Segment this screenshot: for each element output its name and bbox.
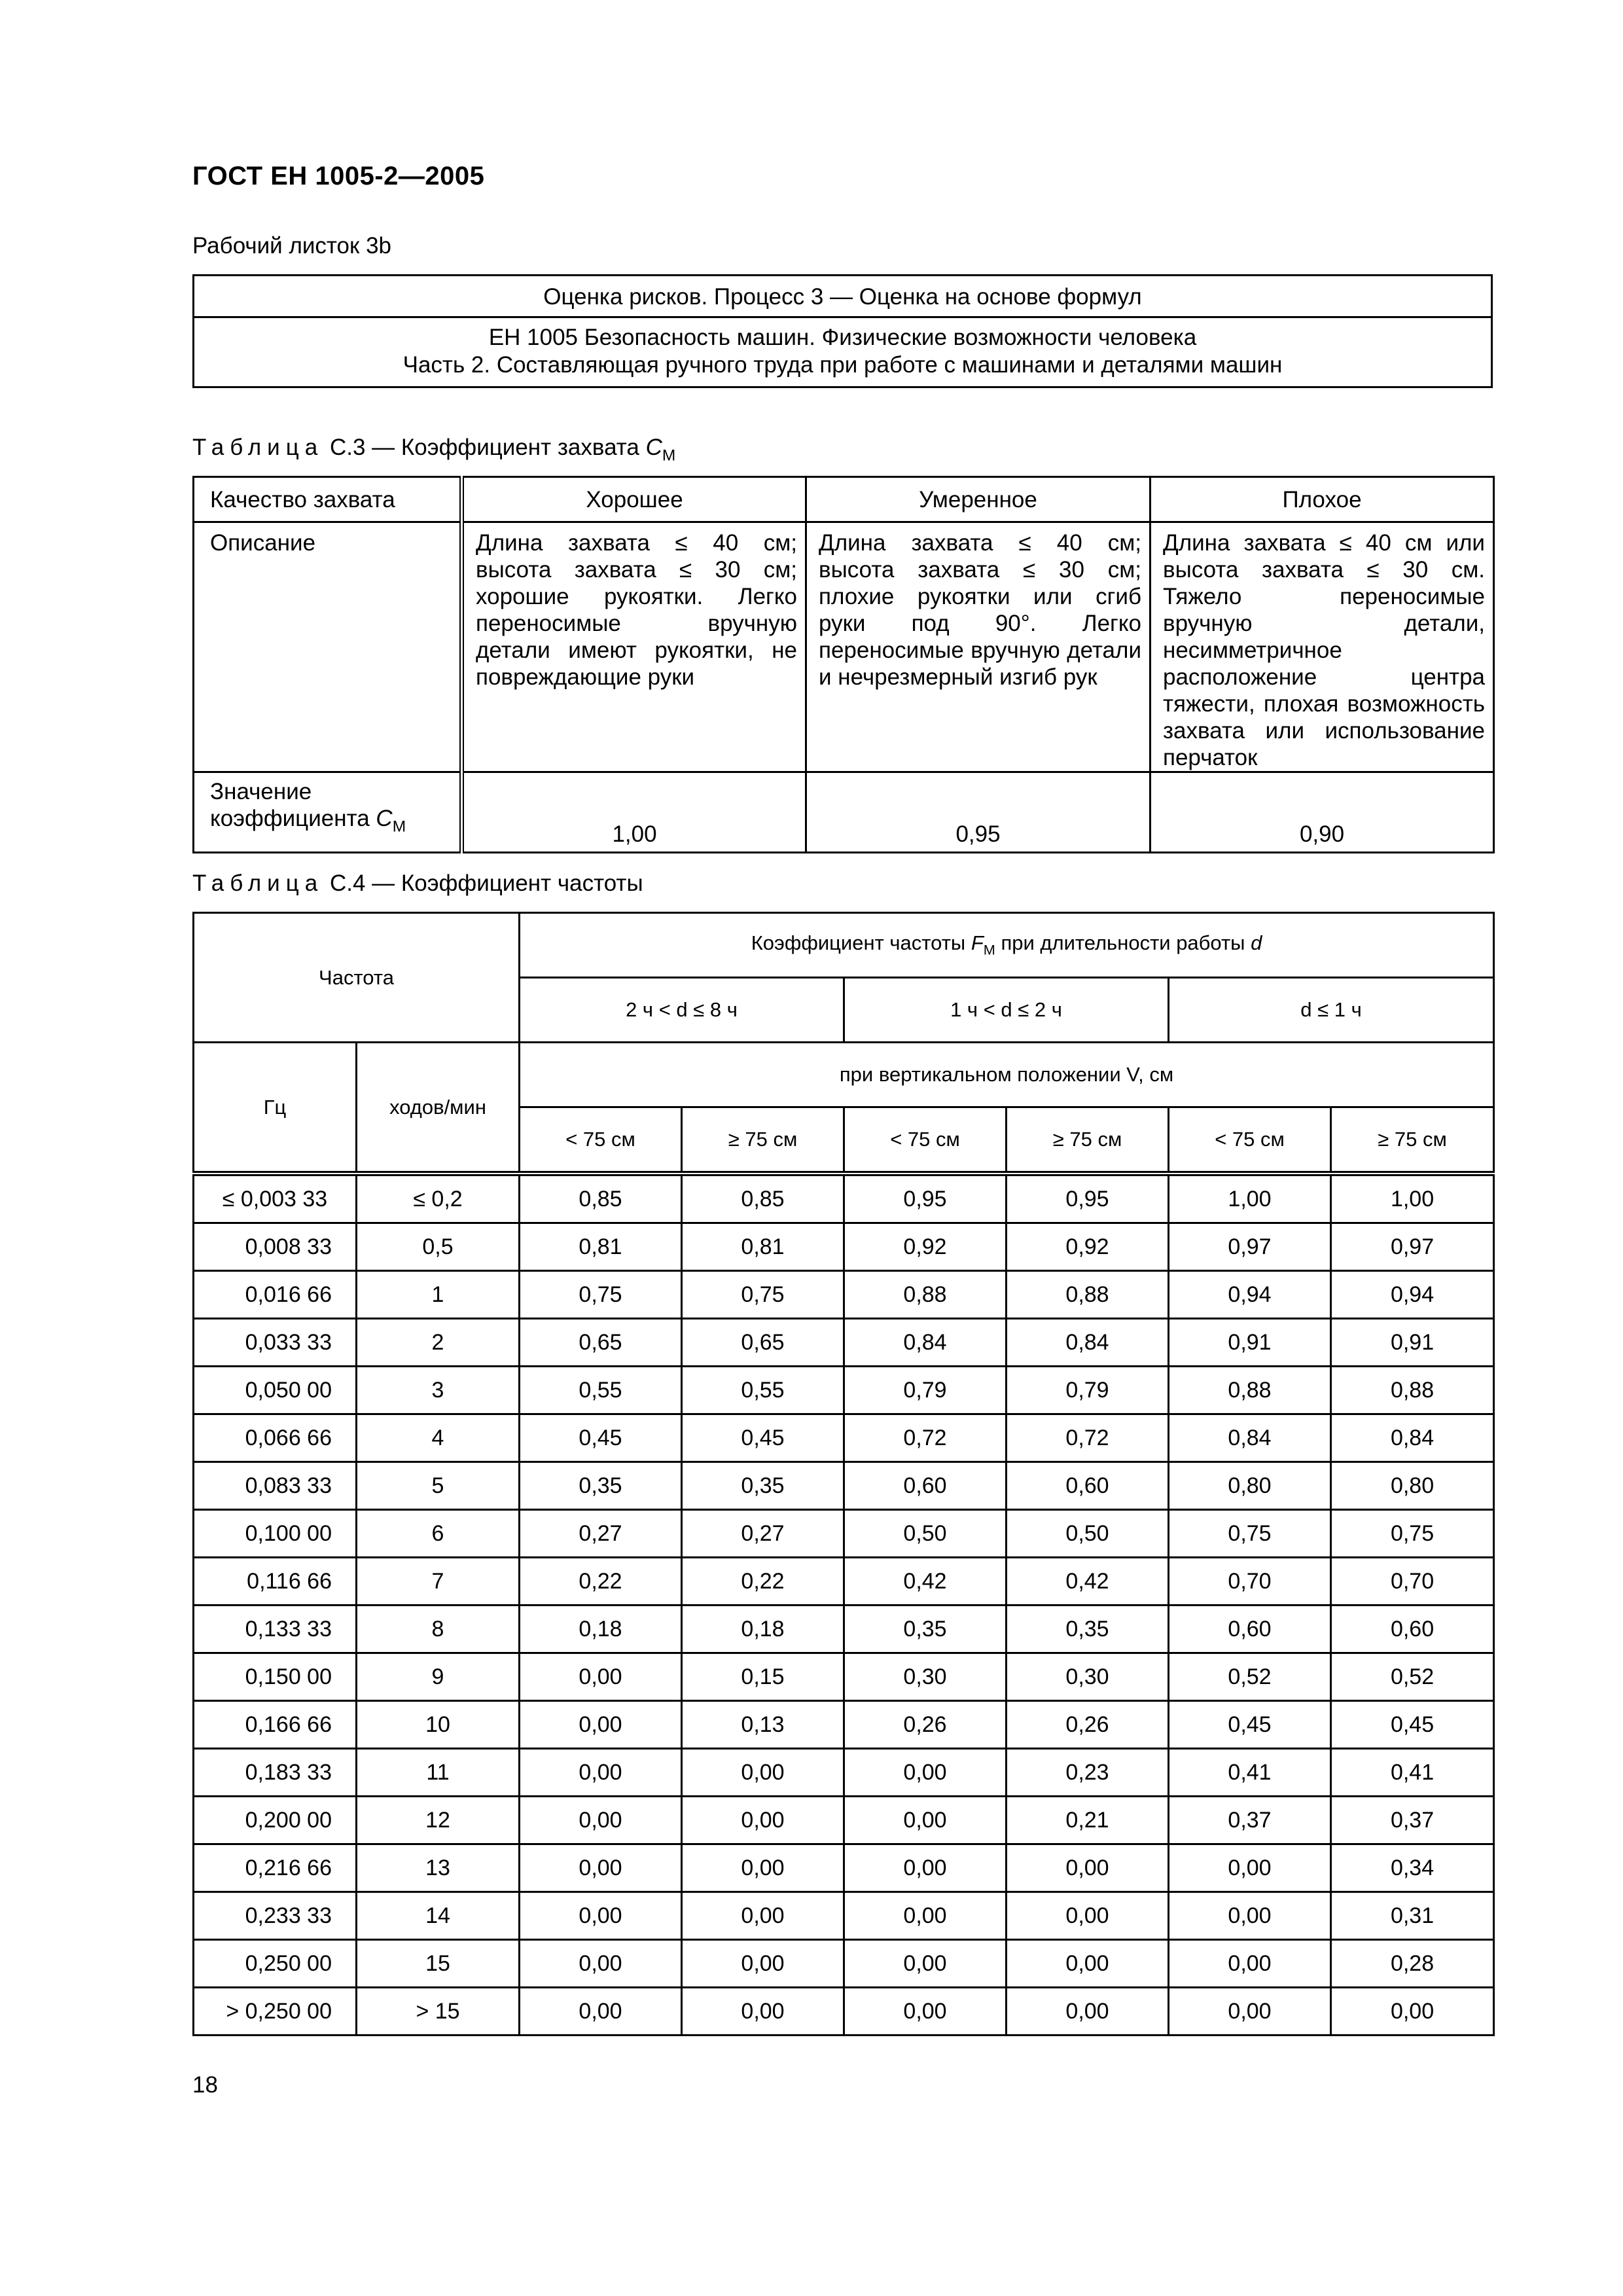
description-poor-text: Длина захвата ≤ 40 см или высота захвата ≤ 30 см. Тяжело переносимые вручную детали, несимметричное расположение центра тяжести, плохая возможность захвата или использование перчаток	[1163, 530, 1485, 770]
strokes-cell: 15	[357, 1940, 520, 1988]
hz-cell: 0,133 33	[194, 1605, 357, 1653]
coefficient-cell: 0,80	[1331, 1462, 1494, 1510]
duration-variable: d	[1251, 931, 1262, 955]
coefficient-cell: 0,88	[1169, 1367, 1331, 1414]
coefficient-cell: 0,95	[844, 1174, 1007, 1223]
position-header: < 75 см	[1169, 1107, 1331, 1174]
value-good: 1,00	[462, 772, 806, 853]
coefficient-cell: 0,45	[520, 1414, 682, 1462]
position-header: ≥ 75 см	[1007, 1107, 1169, 1174]
table-c3-description-row	[194, 522, 1494, 772]
coefficient-cell: 0,41	[1169, 1749, 1331, 1797]
coefficient-cell: 0,84	[844, 1319, 1007, 1367]
coefficient-cell: 0,00	[520, 1940, 682, 1988]
column-moderate: Умеренное	[806, 477, 1150, 522]
strokes-cell: 1	[357, 1271, 520, 1319]
table-c3-value-row	[194, 772, 1494, 853]
hz-cell: 0,183 33	[194, 1749, 357, 1797]
coefficient-cell: 0,13	[682, 1701, 844, 1749]
coefficient-cell: 0,81	[520, 1223, 682, 1271]
coefficient-cell: 0,55	[682, 1367, 844, 1414]
table-row	[194, 1174, 1494, 1223]
coefficient-cell: 0,00	[1169, 1988, 1331, 2036]
coefficient-cell: 0,45	[1169, 1701, 1331, 1749]
table-row	[194, 1653, 1494, 1701]
coefficient-cell: 0,27	[520, 1510, 682, 1558]
duration-2-8h: 2 ч < d ≤ 8 ч	[520, 978, 844, 1043]
coefficient-cell: 0,00	[1007, 1988, 1169, 2036]
standard-line-1: ЕН 1005 Безопасность машин. Физические возможности человека	[488, 325, 1197, 350]
coefficient-cell: 0,72	[1007, 1414, 1169, 1462]
table-row	[194, 1844, 1494, 1892]
position-header: < 75 см	[520, 1107, 682, 1174]
coefficient-cell: 0,00	[1169, 1844, 1331, 1892]
coefficient-cell: 0,00	[682, 1892, 844, 1940]
coefficient-value-label: Значение коэффициента	[210, 779, 370, 831]
hz-cell: 0,033 33	[194, 1319, 357, 1367]
coefficient-cell: 0,60	[1331, 1605, 1494, 1653]
hz-cell: 0,050 00	[194, 1367, 357, 1414]
strokes-cell: 5	[357, 1462, 520, 1510]
table-row	[194, 1701, 1494, 1749]
coefficient-cell: 0,85	[520, 1174, 682, 1223]
coefficient-cell: 0,79	[844, 1367, 1007, 1414]
coefficient-cell: 0,26	[844, 1701, 1007, 1749]
coefficient-cell: 0,00	[682, 1749, 844, 1797]
coefficient-cell: 0,72	[844, 1414, 1007, 1462]
process-box	[192, 274, 1493, 388]
coefficient-cell: 0,34	[1331, 1844, 1494, 1892]
coefficient-cell: 0,65	[520, 1319, 682, 1367]
coefficient-cell: 0,30	[844, 1653, 1007, 1701]
table-row	[194, 1223, 1494, 1271]
strokes-cell: 0,5	[357, 1223, 520, 1271]
coefficient-cell: 0,18	[682, 1605, 844, 1653]
description-header: Описание	[194, 522, 462, 772]
frequency-coefficient-sub: M	[983, 941, 995, 958]
strokes-cell: 14	[357, 1892, 520, 1940]
coefficient-cell: 0,60	[1169, 1605, 1331, 1653]
hz-cell: 0,016 66	[194, 1271, 357, 1319]
strokes-cell: 12	[357, 1797, 520, 1844]
strokes-cell: 3	[357, 1367, 520, 1414]
description-moderate-text: Длина захвата ≤ 40 см; высота захвата ≤ 30 см; плохие рукоятки или сгиб руки под 90°. Легко переносимые вручную детали и нечрезмерный изгиб рук	[819, 530, 1141, 690]
table-row	[194, 1510, 1494, 1558]
table-c4-caption-text: С.4 — Коэффициент частоты	[329, 870, 643, 896]
table-row	[194, 1940, 1494, 1988]
hz-cell: 0,008 33	[194, 1223, 357, 1271]
coefficient-cell: 0,00	[682, 1940, 844, 1988]
value-moderate: 0,95	[806, 772, 1150, 853]
coefficient-cell: 0,00	[844, 1892, 1007, 1940]
coefficient-cell: 0,52	[1169, 1653, 1331, 1701]
coefficient-cell: 0,00	[520, 1844, 682, 1892]
table-row	[194, 1319, 1494, 1367]
hz-cell: 0,250 00	[194, 1940, 357, 1988]
position-header: < 75 см	[844, 1107, 1007, 1174]
strokes-per-min-header: ходов/мин	[357, 1043, 520, 1174]
coefficient-cell: 0,92	[1007, 1223, 1169, 1271]
coefficient-cell: 0,50	[1007, 1510, 1169, 1558]
strokes-cell: 11	[357, 1749, 520, 1797]
hz-cell: 0,233 33	[194, 1892, 357, 1940]
table-c3	[192, 476, 1495, 853]
coefficient-cell: 0,35	[520, 1462, 682, 1510]
strokes-cell: 4	[357, 1414, 520, 1462]
sheet-label: Рабочий листок 3b	[192, 233, 391, 259]
table-row	[194, 1367, 1494, 1414]
coefficient-cell: 0,27	[682, 1510, 844, 1558]
coefficient-cell: 0,60	[844, 1462, 1007, 1510]
coefficient-cell: 0,97	[1169, 1223, 1331, 1271]
table-c4-caption-prefix: Таблица	[192, 870, 324, 896]
grip-quality-header: Качество захвата	[194, 477, 462, 522]
coefficient-cell: 0,52	[1331, 1653, 1494, 1701]
coefficient-cell: 0,00	[682, 1797, 844, 1844]
coefficient-cell: 0,00	[1169, 1940, 1331, 1988]
coefficient-cell: 0,42	[844, 1558, 1007, 1605]
coefficient-cell: 0,55	[520, 1367, 682, 1414]
table-row	[194, 1271, 1494, 1319]
frequency-coefficient-label: Коэффициент частоты	[751, 931, 966, 955]
coefficient-cell: 0,80	[1169, 1462, 1331, 1510]
frequency-header: Частота	[194, 913, 520, 1043]
coefficient-cell: 0,00	[520, 1988, 682, 2036]
description-good	[462, 522, 806, 772]
hz-cell: 0,216 66	[194, 1844, 357, 1892]
coefficient-cell: 0,88	[844, 1271, 1007, 1319]
table-row	[194, 1558, 1494, 1605]
coefficient-cell: 0,30	[1007, 1653, 1169, 1701]
coefficient-cell: 0,75	[520, 1271, 682, 1319]
coefficient-cell: 0,65	[682, 1319, 844, 1367]
coefficient-cell: 0,88	[1331, 1367, 1494, 1414]
table-row	[194, 1749, 1494, 1797]
column-good: Хорошее	[462, 477, 806, 522]
strokes-cell: ≤ 0,2	[357, 1174, 520, 1223]
coefficient-cell: 0,00	[520, 1701, 682, 1749]
coefficient-cell: 0,45	[1331, 1701, 1494, 1749]
coefficient-cell: 0,84	[1007, 1319, 1169, 1367]
coefficient-cell: 0,91	[1331, 1319, 1494, 1367]
coefficient-cell: 0,35	[844, 1605, 1007, 1653]
strokes-cell: 8	[357, 1605, 520, 1653]
table-row	[194, 1605, 1494, 1653]
coefficient-cell: 0,00	[682, 1844, 844, 1892]
coefficient-cell: 0,45	[682, 1414, 844, 1462]
coefficient-cell: 0,85	[682, 1174, 844, 1223]
coefficient-cell: 0,42	[1007, 1558, 1169, 1605]
coefficient-cell: 0,88	[1007, 1271, 1169, 1319]
coefficient-cell: 0,75	[1169, 1510, 1331, 1558]
coefficient-cell: 0,00	[844, 1988, 1007, 2036]
coefficient-cell: 0,00	[1331, 1988, 1494, 2036]
strokes-cell: > 15	[357, 1988, 520, 2036]
page-number: 18	[192, 2072, 218, 2098]
table-c4-caption	[192, 870, 643, 897]
table-row	[194, 1988, 1494, 2036]
coefficient-cell: 0,91	[1169, 1319, 1331, 1367]
coefficient-cell: 0,97	[1331, 1223, 1494, 1271]
hz-cell: 0,200 00	[194, 1797, 357, 1844]
coefficient-cell: 0,00	[520, 1797, 682, 1844]
strokes-cell: 9	[357, 1653, 520, 1701]
coefficient-cell: 0,00	[682, 1988, 844, 2036]
strokes-cell: 6	[357, 1510, 520, 1558]
coefficient-cell: 0,23	[1007, 1749, 1169, 1797]
strokes-cell: 2	[357, 1319, 520, 1367]
coefficient-cell: 1,00	[1169, 1174, 1331, 1223]
hz-cell: 0,166 66	[194, 1701, 357, 1749]
coefficient-cell: 0,70	[1331, 1558, 1494, 1605]
table-c4-header-row-1	[194, 913, 1494, 978]
value-poor: 0,90	[1150, 772, 1494, 853]
duration-1-2h: 1 ч < d ≤ 2 ч	[844, 978, 1169, 1043]
vertical-position-header: при вертикальном положении V, см	[520, 1043, 1494, 1107]
table-c4-body	[194, 1174, 1494, 2036]
coefficient-cell: 0,94	[1169, 1271, 1331, 1319]
hz-cell: 0,083 33	[194, 1462, 357, 1510]
coefficient-cell: 0,50	[844, 1510, 1007, 1558]
description-poor	[1150, 522, 1494, 772]
table-row	[194, 1462, 1494, 1510]
coefficient-cell: 0,21	[1007, 1797, 1169, 1844]
standard-reference	[194, 318, 1491, 386]
coefficient-value-symbol: C	[376, 806, 393, 831]
column-poor: Плохое	[1150, 477, 1494, 522]
coefficient-cell: 0,00	[1007, 1892, 1169, 1940]
coefficient-cell: 0,00	[844, 1749, 1007, 1797]
coefficient-cell: 1,00	[1331, 1174, 1494, 1223]
coefficient-value-header	[194, 772, 462, 853]
coefficient-cell: 0,41	[1331, 1749, 1494, 1797]
table-c4	[192, 912, 1495, 2036]
table-c3-caption	[192, 435, 675, 465]
process-title: Оценка рисков. Процесс 3 — Оценка на основе формул	[194, 276, 1491, 318]
standard-line-2: Часть 2. Составляющая ручного труда при работе с машинами и деталями машин	[402, 352, 1283, 378]
coefficient-cell: 0,79	[1007, 1367, 1169, 1414]
table-row	[194, 1414, 1494, 1462]
coefficient-cell: 0,00	[520, 1749, 682, 1797]
strokes-cell: 13	[357, 1844, 520, 1892]
coefficient-cell: 0,00	[844, 1940, 1007, 1988]
strokes-cell: 10	[357, 1701, 520, 1749]
description-good-text: Длина захвата ≤ 40 см; высота захвата ≤ 30 см; хорошие рукоятки. Легко переносимые вручную детали имеют рукоятки, не повреждающие руки	[476, 530, 797, 690]
coefficient-cell: 0,22	[520, 1558, 682, 1605]
coefficient-cell: 0,94	[1331, 1271, 1494, 1319]
coefficient-cell: 0,00	[844, 1844, 1007, 1892]
coefficient-cell: 0,26	[1007, 1701, 1169, 1749]
frequency-coefficient-header	[520, 913, 1494, 978]
coefficient-cell: 0,18	[520, 1605, 682, 1653]
coefficient-value-sub: M	[392, 817, 406, 836]
description-moderate	[806, 522, 1150, 772]
coefficient-cell: 0,70	[1169, 1558, 1331, 1605]
coefficient-cell: 0,00	[844, 1797, 1007, 1844]
table-c3-caption-text: С.3 — Коэффициент захвата	[329, 435, 639, 460]
position-header: ≥ 75 см	[682, 1107, 844, 1174]
coefficient-cell: 0,00	[1007, 1844, 1169, 1892]
duration-under-1h: d ≤ 1 ч	[1169, 978, 1494, 1043]
coefficient-cell: 0,00	[520, 1653, 682, 1701]
coefficient-cell: 0,00	[1169, 1892, 1331, 1940]
table-c3-caption-sub: M	[662, 446, 676, 465]
coefficient-cell: 0,75	[682, 1271, 844, 1319]
coefficient-cell: 0,35	[1007, 1605, 1169, 1653]
table-row	[194, 1797, 1494, 1844]
coefficient-cell: 0,22	[682, 1558, 844, 1605]
table-row	[194, 1892, 1494, 1940]
strokes-cell: 7	[357, 1558, 520, 1605]
coefficient-cell: 0,37	[1169, 1797, 1331, 1844]
coefficient-cell: 0,31	[1331, 1892, 1494, 1940]
coefficient-cell: 0,60	[1007, 1462, 1169, 1510]
document-id: ГОСТ ЕН 1005-2—2005	[192, 162, 485, 190]
frequency-coefficient-symbol: F	[971, 931, 984, 955]
table-c3-caption-symbol: C	[645, 435, 662, 460]
coefficient-cell: 0,81	[682, 1223, 844, 1271]
hz-cell: 0,100 00	[194, 1510, 357, 1558]
coefficient-cell: 0,92	[844, 1223, 1007, 1271]
table-c4-header-row-3	[194, 1043, 1494, 1107]
coefficient-cell: 0,35	[682, 1462, 844, 1510]
table-c3-header-row	[194, 477, 1494, 522]
coefficient-cell: 0,15	[682, 1653, 844, 1701]
position-header: ≥ 75 см	[1331, 1107, 1494, 1174]
table-c3-caption-prefix: Таблица	[192, 435, 324, 460]
hz-header: Гц	[194, 1043, 357, 1174]
coefficient-cell: 0,95	[1007, 1174, 1169, 1223]
hz-cell: 0,150 00	[194, 1653, 357, 1701]
hz-cell: > 0,250 00	[194, 1988, 357, 2036]
hz-cell: ≤ 0,003 33	[194, 1174, 357, 1223]
coefficient-cell: 0,75	[1331, 1510, 1494, 1558]
coefficient-cell: 0,84	[1331, 1414, 1494, 1462]
coefficient-cell: 0,00	[1007, 1940, 1169, 1988]
frequency-coefficient-duration-label: при длительности работы	[1001, 931, 1245, 955]
hz-cell: 0,116 66	[194, 1558, 357, 1605]
coefficient-cell: 0,84	[1169, 1414, 1331, 1462]
coefficient-cell: 0,28	[1331, 1940, 1494, 1988]
hz-cell: 0,066 66	[194, 1414, 357, 1462]
coefficient-cell: 0,00	[520, 1892, 682, 1940]
coefficient-cell: 0,37	[1331, 1797, 1494, 1844]
